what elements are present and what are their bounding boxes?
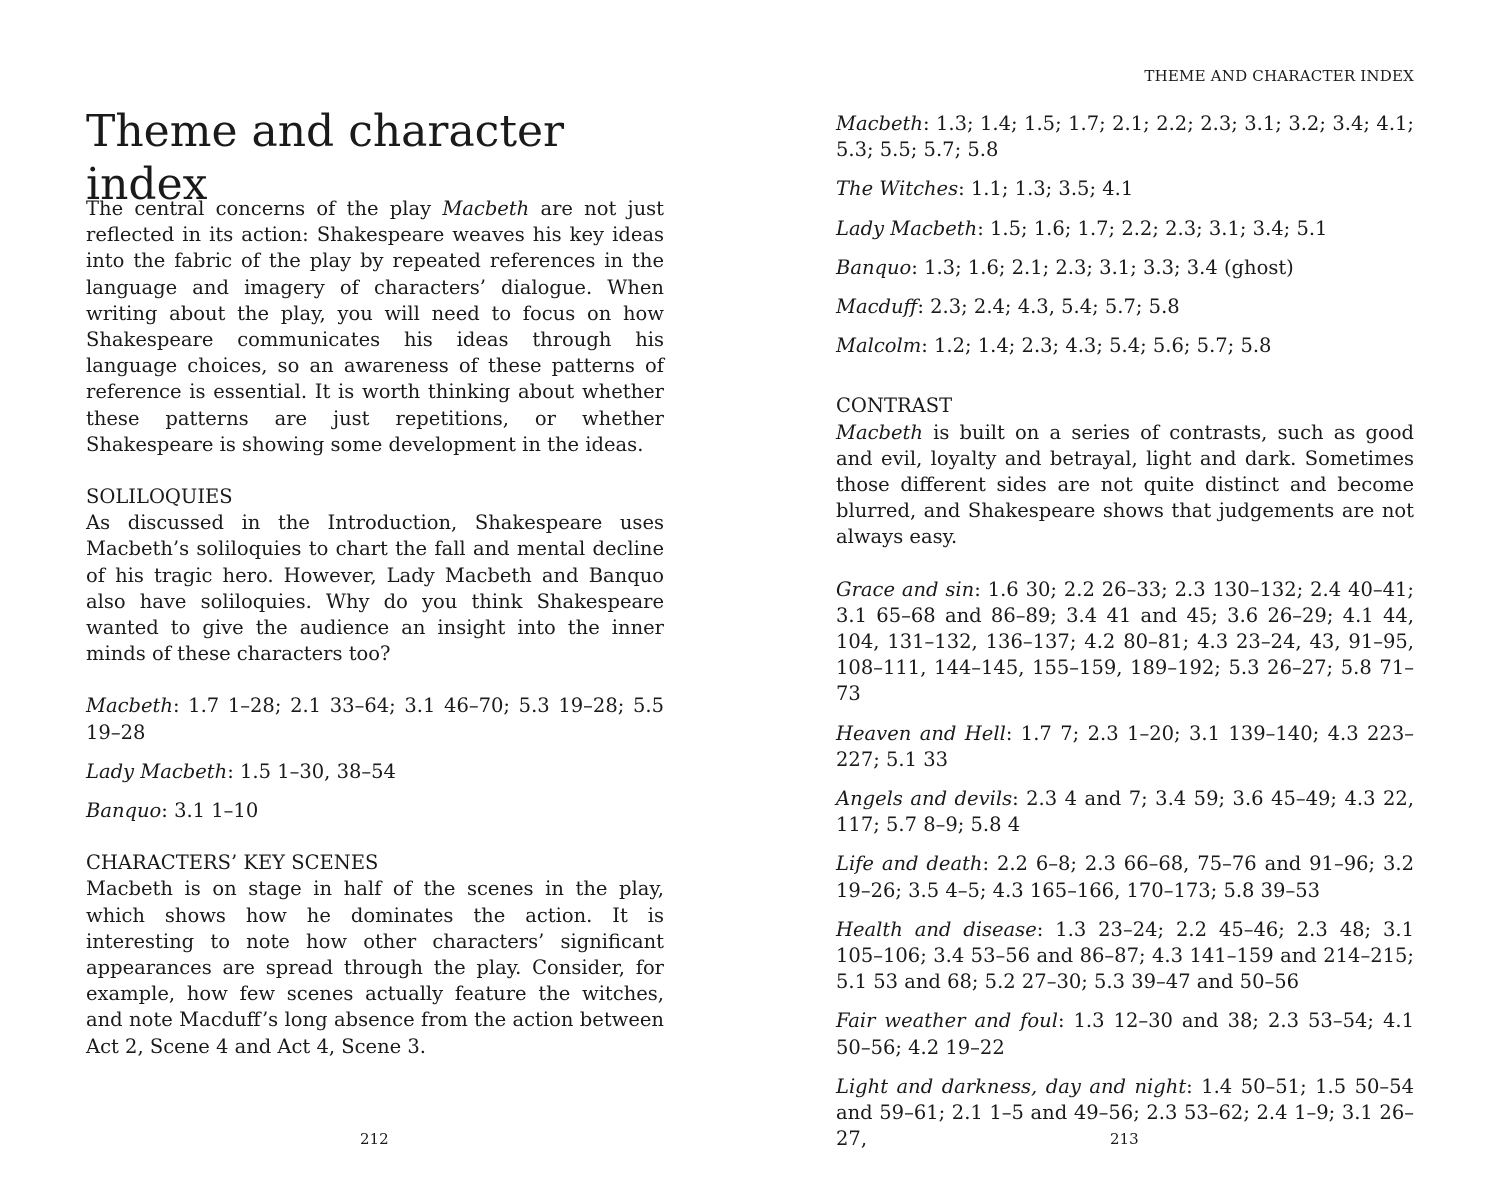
index-entry [836, 176, 1414, 202]
intro-text-rest: are not just reflected in its action: Shakespeare weaves his key ideas into the fabric of the play by repeated references in the language and imagery of characters’ dialogue. When writing about the play, you will need to focus on how Shakespeare communicates his ideas through his language choices, so an awareness of these patterns of reference is essential. It is worth thinking about whether these patterns are just repetitions, or whether Shakespeare is showing some development in the ideas. [86, 197, 664, 456]
entry-term: Light and darkness, day and night [836, 1074, 1187, 1098]
entry-refs: : 1.7 7; 2.3 1–20; 3.1 139–140; 4.3 223–227; 5.1 33 [836, 721, 1414, 771]
index-entry [836, 851, 1414, 903]
entry-term: Life and death [836, 852, 983, 876]
entry-refs: : 1.2; 1.4; 2.3; 4.3; 5.4; 5.6; 5.7; 5.8 [921, 334, 1272, 358]
entry-refs: : 2.3; 2.4; 4.3, 5.4; 5.7; 5.8 [917, 295, 1180, 319]
contrast-section [836, 393, 1414, 1152]
entry-refs: : 1.5 1–30, 38–54 [227, 759, 396, 783]
entry-term: The Witches [836, 177, 959, 201]
entry-refs: : 1.3; 1.4; 1.5; 1.7; 2.1; 2.2; 2.3; 3.1; 3.2; 3.4; 4.1; 5.3; 5.5; 5.7; 5.8 [836, 112, 1414, 162]
entry-term: Macbeth [86, 694, 173, 718]
intro-text-start: The central concerns of the play [86, 197, 443, 220]
entry-refs: : 1.3 12–30 and 38; 2.3 53–54; 4.1 50–56; 4.2 19–22 [836, 1009, 1414, 1059]
index-entry [836, 333, 1414, 359]
key-scenes-heading: CHARACTERS’ KEY SCENES [86, 851, 379, 875]
entry-term: Malcolm [836, 334, 922, 358]
entry-refs: : 1.4 50–51; 1.5 50–54 and 59–61; 2.1 1–5 and 49–56; 2.3 53–62; 2.4 1–9; 3.1 26–27, [836, 1074, 1414, 1151]
entry-term: Macbeth [836, 112, 923, 135]
entry-refs: : 2.2 6–8; 2.3 66–68, 75–76 and 91–96; 3.2 19–26; 3.5 4–5; 4.3 165–166, 170–173; 5.8 39–53 [836, 852, 1414, 902]
index-entry [836, 721, 1414, 773]
contrast-entries [836, 577, 1414, 1153]
index-entry [836, 917, 1414, 996]
entry-refs: : 1.3 23–24; 2.2 45–46; 2.3 48; 3.1 105–106; 3.4 53–56 and 86–87; 4.3 141–159 and 214–215; 5.1 53 and 68; 5.2 27–30; 5.3 39–47 and 50–56 [836, 917, 1414, 994]
page-number-text: 213 [1110, 1130, 1139, 1148]
index-entry [836, 294, 1414, 320]
soliloquies-section [86, 484, 664, 824]
running-head: THEME AND CHARACTER INDEX [1144, 67, 1414, 85]
entry-term: Lady Macbeth [86, 759, 228, 783]
entry-refs: : 1.5; 1.6; 1.7; 2.2; 2.3; 3.1; 3.4; 5.1 [977, 216, 1328, 240]
entry-refs: : 1.6 30; 2.2 26–33; 2.3 130–132; 2.4 40–41; 3.1 65–68 and 86–89; 3.4 41 and 45; 3.6 26–29; 4.1 44, 104, 131–132, 136–137; 4.2 80–81; 4.3 23–24, 43, 91–95, 108–111, 144–145, 155–159, 189–192; 5.3 26–27; 5.8 71–73 [836, 577, 1414, 706]
index-entry [836, 577, 1414, 708]
contrast-heading: CONTRAST [836, 394, 953, 418]
entry-term: Banquo [836, 255, 912, 279]
index-entry [86, 798, 664, 824]
key-scenes-body: Macbeth is on stage in half of the scenes in the play, which shows how he dominates the action. It is interesting to note how other characters’ significant appearances are spread through the play. Consider, for example, how few scenes actually feature the witches, and note Macduff’s long absence from the action between Act 2, Scene 4 and Act 4, Scene 3. [86, 877, 664, 1058]
right-column [836, 111, 1414, 1153]
intro-italic-title: Macbeth [442, 197, 530, 220]
key-scenes-section [86, 850, 664, 1060]
entry-refs: : 1.7 1–28; 2.1 33–64; 3.1 46–70; 5.3 19–28; 5.5 19–28 [86, 694, 664, 744]
contrast-italic-title: Macbeth [836, 420, 923, 444]
entry-term: Lady Macbeth [836, 216, 978, 240]
soliloquies-entries [86, 693, 664, 824]
index-entry [836, 786, 1414, 838]
index-entry [86, 759, 664, 785]
entry-term: Angels and devils [836, 787, 1013, 811]
entry-term: Macduff [836, 295, 918, 319]
page-number-text: 212 [360, 1130, 389, 1148]
contrast-text: is built on a series of contrasts, such as good and evil, loyalty and betrayal, light and dark. Sometimes those different sides are not quite distinct and become blurred, and Shakespeare shows that judgements are not always easy. [836, 420, 1414, 549]
left-column [86, 196, 664, 1060]
intro-paragraph [86, 196, 664, 458]
index-entry [836, 1008, 1414, 1060]
entry-term: Health and disease [836, 917, 1037, 941]
entry-term: Banquo [86, 799, 162, 823]
page-title: Theme and character index [86, 106, 565, 210]
entry-refs: : 3.1 1–10 [161, 799, 259, 823]
index-entry [836, 111, 1414, 163]
right-page [750, 0, 1500, 1203]
index-entry [86, 693, 664, 745]
entry-term: Heaven and Hell [836, 721, 1006, 745]
index-entry [836, 255, 1414, 281]
character-entries [836, 111, 1414, 359]
entry-refs: : 1.3; 1.6; 2.1; 2.3; 3.1; 3.3; 3.4 (ghost) [911, 255, 1294, 279]
entry-term: Grace and sin [836, 577, 975, 601]
contrast-body [836, 420, 1414, 551]
entry-term: Fair weather and foul [836, 1009, 1058, 1033]
entry-refs: : 1.1; 1.3; 3.5; 4.1 [958, 177, 1134, 201]
index-entry [836, 216, 1414, 242]
soliloquies-body: As discussed in the Introduction, Shakespeare uses Macbeth’s soliloquies to chart the fall and mental decline of his tragic hero. However, Lady Macbeth and Banquo also have soliloquies. Why do you think Shakespeare wanted to give the audience an insight into the inner minds of these characters too? [86, 511, 664, 666]
entry-refs: : 2.3 4 and 7; 3.4 59; 3.6 45–49; 4.3 22, 117; 5.7 8–9; 5.8 4 [836, 787, 1414, 837]
soliloquies-heading: SOLILOQUIES [86, 485, 233, 509]
